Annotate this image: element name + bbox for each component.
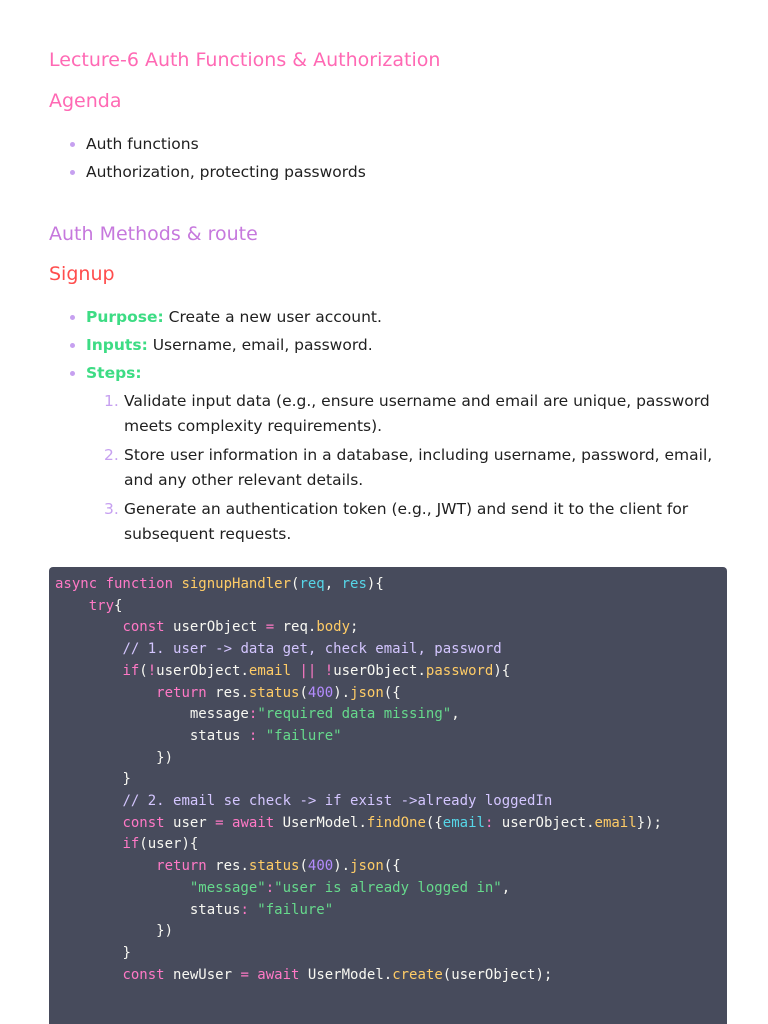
code-block <box>49 567 727 1024</box>
code-token: async function <box>55 576 182 592</box>
code-token: : <box>248 727 266 744</box>
steps-label: Steps: <box>86 364 142 382</box>
code-token: // 2. email se check -> if exist ->already loggedIn <box>122 793 553 810</box>
code-token: (userObject); <box>442 966 553 983</box>
code-token: const <box>122 814 174 831</box>
step-text: Validate input data (e.g., ensure username and email are unique, password meets complexity requirements). <box>124 392 710 435</box>
page-title: Lecture-6 Auth Functions & Authorization <box>49 49 441 71</box>
code-token <box>55 793 122 809</box>
code-token: newUser <box>173 966 241 983</box>
purpose-label: Purpose: <box>86 308 164 326</box>
step-text: Generate an authentication token (e.g., JWT) and send it to the client for subsequent requests. <box>124 500 689 543</box>
step-number: 3. <box>104 500 119 518</box>
step-item <box>104 389 724 439</box>
code-token <box>55 880 190 896</box>
signup-details <box>70 303 382 387</box>
code-token: , <box>501 879 511 896</box>
code-token: json <box>350 684 384 701</box>
inputs-label: Inputs: <box>86 336 148 354</box>
code-line <box>55 683 721 705</box>
code-token: userObject <box>173 619 266 636</box>
code-token: : <box>240 901 258 918</box>
code-token: : <box>248 706 258 723</box>
code-token: if <box>122 836 140 853</box>
code-line <box>55 900 721 922</box>
code-line <box>55 596 721 618</box>
steps-item <box>70 359 382 387</box>
code-token: ({ <box>383 684 401 701</box>
section-heading: Auth Methods & route <box>49 223 258 245</box>
agenda-heading: Agenda <box>49 90 122 112</box>
code-token: password <box>425 662 494 679</box>
list-item: Auth functions <box>70 130 366 158</box>
code-token: } <box>122 771 131 788</box>
code-token: = await <box>215 814 283 831</box>
purpose-text: Create a new user account. <box>168 308 382 326</box>
code-token: ). <box>333 858 351 875</box>
code-token: ( <box>299 684 308 701</box>
code-token <box>55 619 122 635</box>
code-token <box>55 945 122 961</box>
code-line <box>55 639 721 661</box>
purpose-item <box>70 303 382 331</box>
step-text: Store user information in a database, including username, password, email, and any other relevant details. <box>124 446 713 489</box>
step-item <box>104 443 724 493</box>
code-token <box>55 641 122 657</box>
code-token <box>55 858 156 874</box>
code-token: email <box>442 814 485 831</box>
code-token: ( <box>291 576 300 592</box>
code-token: "user is already logged in" <box>274 879 502 896</box>
code-line <box>55 726 721 748</box>
code-token: res. <box>215 684 249 701</box>
code-line <box>55 574 721 596</box>
agenda-list <box>70 130 366 186</box>
code-token: signupHandler <box>181 576 292 592</box>
code-token: 400 <box>307 684 334 701</box>
bullet-icon <box>70 343 75 348</box>
code-token: body <box>316 619 351 636</box>
list-item: Authorization, protecting passwords <box>70 158 366 186</box>
bullet-icon <box>70 371 75 376</box>
code-token: create <box>392 966 443 983</box>
bullet-icon <box>70 170 75 175</box>
code-token: }) <box>156 923 174 940</box>
code-token: UserModel. <box>307 966 393 983</box>
code-token: "failure" <box>265 727 342 744</box>
code-token: ){ <box>366 576 384 592</box>
code-token: res <box>341 576 367 592</box>
code-token: ). <box>333 684 351 701</box>
code-token: 400 <box>307 858 334 875</box>
code-token: }) <box>156 749 174 766</box>
code-token: (user){ <box>139 836 199 853</box>
code-token: { <box>114 597 123 614</box>
code-token: userObject. <box>333 662 426 679</box>
step-number: 1. <box>104 392 119 410</box>
code-token: const <box>122 619 174 636</box>
code-token: ( <box>299 858 308 875</box>
code-token: ! <box>147 662 157 679</box>
code-token: UserModel. <box>282 814 367 831</box>
code-token: status <box>189 727 249 744</box>
step-item <box>104 497 724 547</box>
code-token: "message" <box>189 879 266 896</box>
code-line <box>55 856 721 878</box>
code-token: json <box>350 858 384 875</box>
code-token: const <box>122 966 174 983</box>
code-token <box>55 728 190 744</box>
code-line <box>55 661 721 683</box>
code-token: return <box>156 684 216 701</box>
code-token: status <box>189 901 241 918</box>
code-token: req. <box>282 619 317 636</box>
code-token <box>55 663 122 679</box>
code-line <box>55 921 721 943</box>
code-token: ( <box>139 662 148 679</box>
code-token <box>55 923 156 939</box>
code-line <box>55 834 721 856</box>
inputs-text: Username, email, password. <box>152 336 373 354</box>
code-line <box>55 617 721 639</box>
code-token <box>55 598 89 614</box>
code-token: ({ <box>383 858 401 875</box>
code-token <box>55 685 156 701</box>
code-token: ({ <box>425 814 443 831</box>
code-token: try <box>88 597 115 614</box>
code-token: userObject. <box>156 662 249 679</box>
code-token: email <box>594 814 637 831</box>
code-token: }); <box>636 814 662 831</box>
code-token: req <box>299 576 325 592</box>
code-token <box>55 771 122 787</box>
step-number: 2. <box>104 446 119 464</box>
code-token: status <box>248 684 300 701</box>
code-token <box>55 967 122 983</box>
code-token: ){ <box>493 662 511 679</box>
code-token: // 1. user -> data get, check email, password <box>122 641 502 658</box>
code-content <box>49 567 727 993</box>
code-token <box>55 836 122 852</box>
code-token: findOne <box>366 814 426 831</box>
code-token: return <box>156 858 216 875</box>
subsection-heading: Signup <box>49 263 115 285</box>
code-token: status <box>248 858 300 875</box>
code-token: , <box>451 706 460 723</box>
code-token: email <box>248 662 292 679</box>
code-token: = <box>265 619 283 636</box>
inputs-item <box>70 331 382 359</box>
code-token <box>55 815 122 831</box>
code-line <box>55 943 721 965</box>
code-token <box>55 902 190 918</box>
code-token: = await <box>240 966 308 983</box>
code-line <box>55 748 721 770</box>
code-token: } <box>122 944 131 961</box>
code-token: || ! <box>291 662 334 679</box>
code-token: user <box>173 814 216 831</box>
code-token: ; <box>350 619 359 636</box>
code-line <box>55 791 721 813</box>
code-line <box>55 813 721 835</box>
code-token: "failure" <box>257 901 334 918</box>
code-token <box>55 706 190 722</box>
code-line <box>55 704 721 726</box>
code-token: message <box>189 706 249 723</box>
code-line <box>55 878 721 900</box>
code-token: if <box>122 662 140 679</box>
code-line <box>55 965 721 987</box>
code-token: "required data missing" <box>257 706 452 723</box>
code-token: userObject. <box>501 814 595 831</box>
code-line <box>55 769 721 791</box>
bullet-icon <box>70 315 75 320</box>
code-token: : <box>484 814 502 831</box>
code-token <box>55 750 156 766</box>
code-token: , <box>324 576 342 592</box>
steps-list <box>104 389 724 551</box>
code-token: : <box>265 879 275 896</box>
code-token: res. <box>215 858 249 875</box>
bullet-icon <box>70 142 75 147</box>
